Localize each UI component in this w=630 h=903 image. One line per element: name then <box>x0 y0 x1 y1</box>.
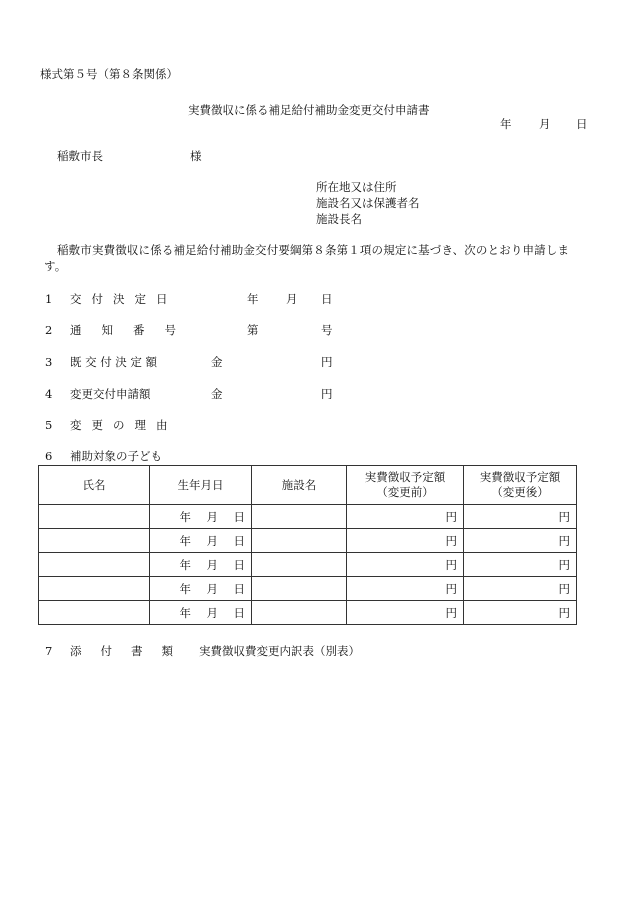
item-4-suffix: 円 <box>321 387 333 401</box>
header-name: 氏名 <box>39 466 150 505</box>
cell-birthdate[interactable] <box>150 529 252 553</box>
item-4-num: 4 <box>45 387 53 401</box>
cell-day: 日 <box>233 605 245 620</box>
cell-year: 年 <box>179 605 191 620</box>
cell-year: 年 <box>179 533 191 548</box>
cell-facility[interactable] <box>252 529 347 553</box>
addressee-honorific: 様 <box>190 149 202 163</box>
item-2-prefix: 第 <box>247 323 259 337</box>
cell-amount-before[interactable]: 円 <box>347 601 464 625</box>
item-3-num: 3 <box>45 355 53 369</box>
item-7-value: 実費徴収費変更内訳表（別表） <box>199 644 360 658</box>
date-day: 日 <box>576 117 588 131</box>
item-7-label: 添付書類 <box>70 644 192 658</box>
cell-name[interactable] <box>39 529 150 553</box>
item-1-day: 日 <box>321 292 333 306</box>
item-4-prefix: 金 <box>211 387 223 401</box>
cell-amount-after[interactable]: 円 <box>464 601 577 625</box>
header-birthdate: 生年月日 <box>150 466 252 505</box>
header-amount-after-line2: （変更後） <box>491 485 549 499</box>
director-label: 施設長名 <box>316 212 362 226</box>
cell-birthdate[interactable] <box>150 577 252 601</box>
item-3-label: 既交付決定額 <box>70 355 161 369</box>
table-row <box>39 505 577 529</box>
header-amount-after-line1: 実費徴収予定額 <box>479 470 561 484</box>
item-3-prefix: 金 <box>211 355 223 369</box>
table-row <box>39 553 577 577</box>
item-6-label: 補助対象の子ども <box>70 449 162 463</box>
table-row <box>39 601 577 625</box>
item-3-suffix: 円 <box>321 355 333 369</box>
cell-month: 月 <box>206 533 218 548</box>
item-5-label: 変更の理由 <box>70 418 178 432</box>
address-label: 所在地又は住所 <box>316 180 397 194</box>
cell-day: 日 <box>233 533 245 548</box>
cell-name[interactable] <box>39 577 150 601</box>
item-1-num: 1 <box>45 292 53 306</box>
cell-month: 月 <box>206 605 218 620</box>
table-row <box>39 529 577 553</box>
cell-month: 月 <box>206 509 218 524</box>
item-6-num: 6 <box>45 449 53 463</box>
header-amount-after <box>464 466 577 505</box>
cell-day: 日 <box>233 557 245 572</box>
cell-year: 年 <box>179 557 191 572</box>
cell-amount-after[interactable]: 円 <box>464 577 577 601</box>
header-amount-before-line2: （変更前） <box>376 485 434 499</box>
cell-birthdate[interactable] <box>150 601 252 625</box>
cell-day: 日 <box>233 581 245 596</box>
cell-year: 年 <box>179 581 191 596</box>
cell-name[interactable] <box>39 505 150 529</box>
header-amount-before <box>347 466 464 505</box>
table-row <box>39 577 577 601</box>
facility-label: 施設名又は保護者名 <box>316 196 420 210</box>
cell-amount-before[interactable]: 円 <box>347 553 464 577</box>
cell-month: 月 <box>206 557 218 572</box>
cell-amount-after[interactable]: 円 <box>464 553 577 577</box>
cell-month: 月 <box>206 581 218 596</box>
date-year: 年 <box>500 117 512 131</box>
body-text: 稲敷市実費徴収に係る補足給付補助金交付要綱第８条第１項の規定に基づき、次のとおり申請します。 <box>44 243 570 273</box>
children-table <box>38 465 577 625</box>
date-month: 月 <box>539 117 551 131</box>
cell-amount-before[interactable]: 円 <box>347 505 464 529</box>
cell-facility[interactable] <box>252 505 347 529</box>
cell-facility[interactable] <box>252 601 347 625</box>
cell-name[interactable] <box>39 553 150 577</box>
form-number: 様式第５号（第８条関係） <box>40 67 178 81</box>
item-1-year: 年 <box>247 292 259 306</box>
item-2-label: 通知番号 <box>70 323 196 337</box>
cell-day: 日 <box>233 509 245 524</box>
cell-name[interactable] <box>39 601 150 625</box>
item-5-num: 5 <box>45 418 53 432</box>
item-1-month: 月 <box>286 292 298 306</box>
cell-amount-after[interactable]: 円 <box>464 505 577 529</box>
cell-amount-before[interactable]: 円 <box>347 577 464 601</box>
cell-year: 年 <box>179 509 191 524</box>
header-facility: 施設名 <box>252 466 347 505</box>
cell-birthdate[interactable] <box>150 505 252 529</box>
document-title: 実費徴収に係る補足給付補助金変更交付申請書 <box>188 103 430 117</box>
addressee-name: 稲敷市長 <box>57 149 103 163</box>
item-2-num: 2 <box>45 323 53 337</box>
table-header-row <box>39 466 577 505</box>
cell-amount-before[interactable]: 円 <box>347 529 464 553</box>
cell-facility[interactable] <box>252 577 347 601</box>
header-amount-before-line1: 実費徴収予定額 <box>364 470 446 484</box>
item-2-suffix: 号 <box>321 323 333 337</box>
item-7-num: 7 <box>45 644 53 658</box>
item-4-label: 変更交付申請額 <box>70 387 151 401</box>
cell-birthdate[interactable] <box>150 553 252 577</box>
cell-amount-after[interactable]: 円 <box>464 529 577 553</box>
item-1-label: 交付決定日 <box>70 292 178 306</box>
cell-facility[interactable] <box>252 553 347 577</box>
